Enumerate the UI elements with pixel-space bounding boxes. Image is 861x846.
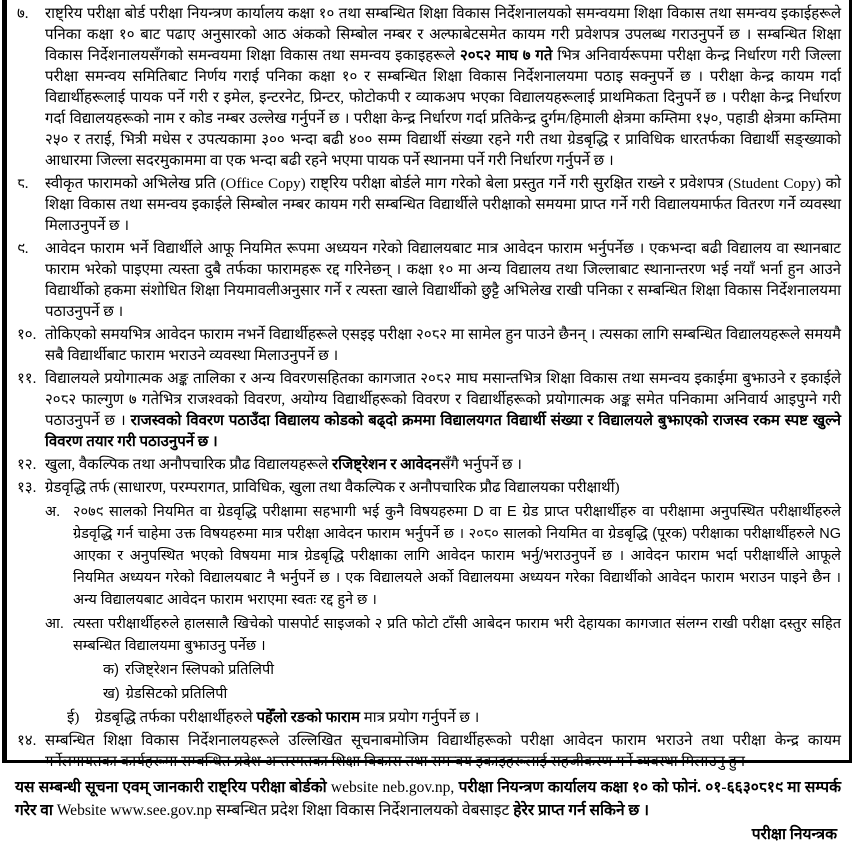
sub-item-letter: ई) <box>67 710 80 726</box>
notice-sheet <box>2 0 852 843</box>
notice-item-8 <box>15 174 841 237</box>
sub-item-text: ग्रेडबृद्धि तर्फका परीक्षार्थीहरुले <box>95 710 257 726</box>
item-text: तोकिएको समयभित्र आवेदन फाराम नभर्ने विद्यार्थीहरूले एसइइ परीक्षा २०८२ मा सामेल हुन पाउने छैनन् । त्यसका लागि सम्बन्धित विद्यालयहरूले समयमै सबै विद्यार्थीबाट फाराम भराउने व्यवस्था मिलाउनुपर्ने छ । <box>45 327 841 364</box>
closing-text-bold: यस सम्बन्धी सूचना एवम् जानकारी राष्ट्रिय परीक्षा बोर्डको <box>15 779 331 796</box>
registration-bold: रजिष्ट्रेशन र आवेदन <box>332 457 441 473</box>
revenue-detail-bold: राजस्वको विवरण पठाउँदा विद्यालय कोडको बढ्दो क्रममा विद्यालयगत विद्यार्थी संख्या र विद्यालयले बुझाएको राजस्व रकम स्पष्ट खुल्ने विवरण तयार गरी पठाउनुपर्ने छ । <box>45 413 841 450</box>
attachment-item-ka <box>103 659 841 681</box>
item-text: भित्र अनिवार्यरूपमा परीक्षा केन्द्र निर्धारण गरी जिल्ला परीक्षा समन्वय समितिबाट निर्णय गराई पनिका कक्षा १० र सम्बन्धित शिक्षा विकास निर्देशनालयमा पठाइ सक्नुपर्ने छ । परीक्षा केन्द्र कायम गर्दा विद्यार्थीहरूलाई पायक पर्ने गरी र इमेल, इन्टरनेट, प्रिन्टर, फोटोकपी र व्याकअप भएका विद्यालयहरूलाई प्राथमिकता दिनुपर्ने छ । परीक्षा केन्द्र निर्धारण गर्दा विद्यालयहरूको नाम र कोड नम्बर उल्लेख गर्नुपर्ने छ । परीक्षा केन्द्र निर्धारण गर्दा प्रतिकेन्द्र दुर्गम/हिमाली क्षेत्रमा कम्तिमा १५०, पहाडी क्षेत्रमा कम्तिमा २५० र तराई, भित्री मधेस र उपत्यकामा ३०० भन्दा बढी ४०० सम्म विद्यार्थी संख्या रहने गरी तथा ग्रेडबृद्धि र प्राविधिक धारतर्फका विद्यार्थी सङ्ख्याको आधारमा जिल्ला सदरमुकाममा वा एक भन्दा बढी रहने भएमा पायक पर्ने स्थानमा पर्ने गरी निर्धारण गर्नुपर्ने छ । <box>45 48 841 169</box>
sub-item-text: त्यस्ता परीक्षार्थीहरुले हालसालै खिचेको पासपोर्ट साइजको २ प्रति फोटो टाँसी आबेदन फाराम भरी देहायका कागजात संलग्न राखी परीक्षा दस्तुर सहित सम्बन्धित विद्यालयमा बुझाउनु पर्नेछ । <box>73 616 841 654</box>
deadline-date-bold: २०८२ माघ ७ गते <box>460 48 553 64</box>
item-number: १३. <box>17 480 37 496</box>
item-text: आवेदन फाराम भर्ने विद्यार्थीले आफू नियमित रूपमा अध्ययन गरेको विद्यालयबाट मात्र आवेदन फाराम भर्नुपर्नेछ । एकभन्दा बढी विद्यालय वा स्थानबाट फाराम भरेको पाइएमा त्यस्ता दुबै तर्फका फारामहरू रद्द गरिनेछन् । कक्षा १० मा अन्य विद्यालय तथा जिल्लाबाट स्थानान्तरण भई नयाँ भर्ना हुन आउने विद्यार्थीको हकमा संशोधित शिक्षा नियमावलीअनुसार गर्ने र त्यस्ता खाले विद्यार्थीको छुट्टै अभिलेख राखी पनिका र सम्बन्धित शिक्षा विकास निर्देशनालयमा पठाउनुपर्ने छ । <box>45 241 841 320</box>
closing-note <box>15 776 841 822</box>
sub-item-text: २०७९ सालको नियमित वा ग्रेडवृद्धि परीक्षामा सहभागी भई कुनै विषयहरुमा D वा E ग्रेड प्राप्त परीक्षार्थीहरु वा परीक्षामा अनुपस्थित परीक्षार्थीहरुले ग्रेडवृद्धि गर्न चाहेमा उक्त विषयहरुमा मात्र परीक्षा आवेदन फाराम भर्नुपर्ने छ । २०८० सालको नियमित वा ग्रेडबृद्धि (पूरक) परीक्षाका परीक्षार्थीहरुले NG आएका र अनुपस्थित भएको विषयमा मात्र ग्रेडबृद्धि परीक्षाका लागि आवेदन फाराम भर्नु/भराउनुपर्ने छ । आवेदन फाराम भर्दा परीक्षार्थीले आफूले नियमित अध्ययन गरेको विद्यालयबाट नै भर्नुपर्ने छ । एक विद्यालयले अर्को विद्यालयमा अध्ययन गरेका विद्यार्थीको आवेदन फाराम भराउन पाइने छैन । अन्य विद्यालयबाट आवेदन फाराम भराएमा स्वतः रद्द हुने छ । <box>73 504 841 608</box>
notice-item-12 <box>15 455 841 476</box>
closing-text-bold: हेरेर प्राप्त गर्न सकिने छ । <box>513 802 650 819</box>
list-letter: क) <box>103 662 119 678</box>
item-text: खुला, वैकल्पिक तथा अनौपचारिक प्रौढ विद्यालयहरूले <box>45 457 333 473</box>
closing-text-bold: परीक्षा नियन्त्रण कार्यालय कक्षा १० को फोनं. ०१-६६३०८१९ मा सम्पर्क गरेर वा <box>15 779 841 819</box>
item-number: १२. <box>17 457 37 473</box>
item-number: ९. <box>17 241 29 257</box>
notice-item-13-sub-a <box>43 501 841 611</box>
item-text: सँगै भर्नुपर्ने छ । <box>440 457 522 473</box>
notice-item-10 <box>15 325 841 367</box>
item-text: स्वीकृत फारामको अभिलेख प्रति (Office Copy) राष्ट्रिय परीक्षा बोर्डले माग गरेको बेला प्रस्तुत गर्ने गरी सुरक्षित राख्ने र प्रवेशपत्र (Student Copy) को शिक्षा विकास तथा समन्वय इकाईले सिम्बोल नम्बर कायम गरी सम्बन्धित विद्यार्थीले परीक्षाको समयमा प्राप्त गर्ने गरी विद्यालयमार्फत वितरण गर्ने व्यवस्था मिलाउनुपर्ने छ । <box>45 176 841 234</box>
item-text: विद्यालयले प्रयोगात्मक अङ्क तालिका र अन्य विवरणसहितका कागजात २०८२ माघ मसान्तभित्र शिक्षा विकास तथा समन्वय इकाईमा बुझाउने र इकाईले २०८२ फाल्गुण ७ गतेभित्र राजश्वको विवरण, अयोग्य विद्यार्थीहरूको विवरण र विद्यार्थीहरूको प्रयोगात्मक अङ्क समेत पनिकामा अनिवार्य आइपुग्ने गरी पठाउनुपर्ने छ । <box>45 371 841 429</box>
see-website-text: Website www.see.gov.np सम्बन्धित प्रदेश शिक्षा विकास निर्देशनालयको वेबसाइट <box>56 802 514 819</box>
item-number: ११. <box>17 371 37 387</box>
sub-item-letter: अ. <box>45 504 61 520</box>
sub-item-text: मात्र प्रयोग गर्नुपर्ने छ । <box>360 710 480 726</box>
list-letter: ख) <box>103 686 120 702</box>
sub-item-letter: आ. <box>45 616 64 632</box>
yellow-form-bold: पहेँलो रङको फाराम <box>256 710 361 726</box>
attachment-item-kha <box>103 683 841 705</box>
notice-item-7 <box>15 4 841 172</box>
signature-exam-controller: परीक्षा नियन्त्रक <box>751 826 837 843</box>
item-number: ८. <box>17 176 29 192</box>
item-number: १०. <box>17 327 37 343</box>
notice-item-13 <box>15 478 841 499</box>
attachment-text: रजिष्ट्रेशन स्लिपको प्रतिलिपी <box>124 662 274 678</box>
item-text: सम्बन्धित शिक्षा विकास निर्देशनालयहरूले उल्लिखित सूचनाबमोजिम विद्यार्थीहरूको परीक्षा आवेदन फाराम भराउने तथा परीक्षा केन्द्र कायम गर्नेलगायतका कार्यहरूमा सम्बन्धित प्रदेश अन्तरगतका शिक्षा विकास तथा समन्वय इकाइहरूलाई सहजीकरण गर्ने व्यवस्था मिलाउनु हुन <box>45 733 841 770</box>
item-number: १४. <box>17 733 37 749</box>
neb-website-text: website neb.gov.np, <box>330 779 459 796</box>
attachment-text: ग्रेडसिटको प्रतिलिपी <box>125 686 228 702</box>
item-number: ७. <box>17 6 29 22</box>
notice-item-13-sub-ee <box>65 707 841 729</box>
notice-item-9 <box>15 239 841 323</box>
notice-item-13-sub-aa <box>43 613 841 657</box>
item-header: ग्रेडवृद्धि तर्फ (साधारण, परम्परागत, प्राविधिक, खुला तथा वैकल्पिक र अनौपचारिक प्रौढ विद्यालयका परीक्षार्थी) <box>45 480 620 496</box>
item-text: राष्ट्रिय परीक्षा बोर्ड परीक्षा नियन्त्रण कार्यालय कक्षा १० तथा सम्बन्धित शिक्षा विकास निर्देशनालयको समन्वयमा शिक्षा विकास तथा समन्वय इकाईहरूले पनिका कक्षा १० बाट पढाए अनुसारको आठ अंकको सिम्बोल नम्बर र अल्फाबेटसमेत कायम गरी प्रवेशपत्र उपलब्ध गराउनुपर्ने छ । सम्बन्धित शिक्षा विकास निर्देशनालयसँगको समन्वयमा शिक्षा विकास तथा समन्वय इकाइहरूले <box>45 6 841 64</box>
notice-item-14 <box>15 731 841 773</box>
notice-item-11 <box>15 369 841 453</box>
